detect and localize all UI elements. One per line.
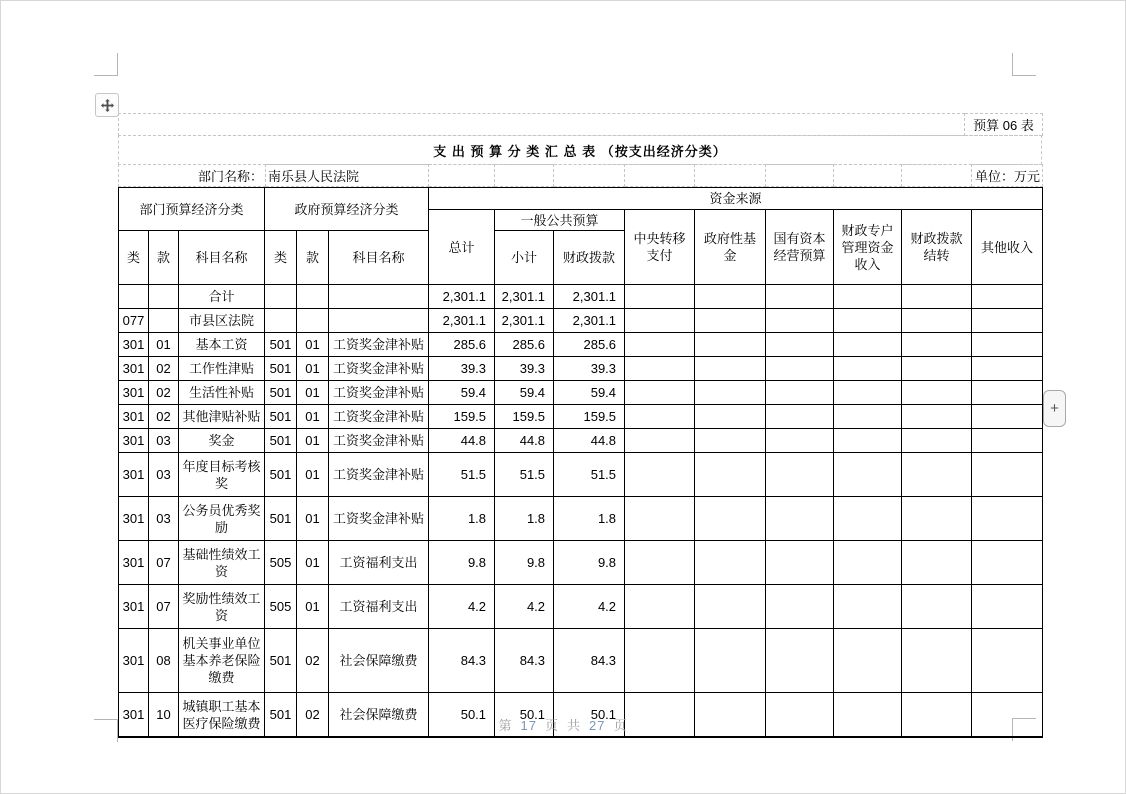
- code-cell: 工资奖金津补贴: [329, 429, 429, 453]
- code-cell: [297, 285, 329, 309]
- code-cell: 301: [119, 693, 149, 738]
- header-gov-group: 政府预算经济分类: [265, 188, 429, 231]
- code-cell: 01: [297, 429, 329, 453]
- code-cell: 基本工资: [179, 333, 265, 357]
- code-cell: 501: [265, 405, 297, 429]
- margin-corner-mark-top-right: [1012, 53, 1036, 76]
- code-cell: 01: [297, 497, 329, 541]
- code-cell: [972, 309, 1043, 333]
- code-cell: 01: [297, 381, 329, 405]
- header-dept-kuan: 款: [149, 231, 179, 285]
- amount-cell: 2,301.1: [429, 309, 495, 333]
- code-cell: 501: [265, 693, 297, 738]
- code-cell: [834, 453, 902, 497]
- header-dept-group: 部门预算经济分类: [119, 188, 265, 231]
- code-cell: [265, 309, 297, 333]
- amount-cell: 1.8: [554, 497, 625, 541]
- code-cell: 301: [119, 541, 149, 585]
- code-cell: 301: [119, 453, 149, 497]
- amount-cell: 1.8: [495, 497, 554, 541]
- amount-cell: 84.3: [554, 629, 625, 693]
- budget-table: [118, 187, 1043, 738]
- header-gov-fund: 政府性基金: [695, 210, 766, 285]
- amount-cell: 9.8: [554, 541, 625, 585]
- amount-cell: 51.5: [495, 453, 554, 497]
- code-cell: [625, 357, 695, 381]
- code-cell: 奖励性绩效工资: [179, 585, 265, 629]
- code-cell: [766, 381, 834, 405]
- empty-cell: [695, 165, 766, 187]
- code-cell: 01: [297, 541, 329, 585]
- amount-cell: 44.8: [495, 429, 554, 453]
- code-cell: [329, 309, 429, 333]
- code-cell: [834, 357, 902, 381]
- code-cell: 02: [149, 405, 179, 429]
- code-cell: [972, 285, 1043, 309]
- code-cell: 奖金: [179, 429, 265, 453]
- code-cell: 01: [297, 405, 329, 429]
- table-row: [119, 285, 1043, 309]
- footer-text: 页: [544, 718, 559, 733]
- amount-cell: 1.8: [429, 497, 495, 541]
- code-cell: 10: [149, 693, 179, 738]
- code-cell: 工资福利支出: [329, 585, 429, 629]
- footer-page-number: 17: [520, 718, 537, 733]
- empty-cell: [429, 165, 495, 187]
- table-row: [119, 381, 1043, 405]
- amount-cell: 84.3: [495, 629, 554, 693]
- code-cell: 301: [119, 585, 149, 629]
- code-cell: [972, 429, 1043, 453]
- amount-cell: 159.5: [429, 405, 495, 429]
- amount-cell: 285.6: [495, 333, 554, 357]
- code-cell: [695, 541, 766, 585]
- amount-cell: 2,301.1: [429, 285, 495, 309]
- code-cell: 生活性补贴: [179, 381, 265, 405]
- page-footer: [1, 715, 1125, 734]
- amount-cell: 50.1: [554, 693, 625, 738]
- table-row: [119, 585, 1043, 629]
- code-cell: 公务员优秀奖励: [179, 497, 265, 541]
- code-cell: 07: [149, 541, 179, 585]
- empty-cell: [834, 165, 902, 187]
- code-cell: 01: [297, 585, 329, 629]
- code-cell: [972, 585, 1043, 629]
- code-cell: [625, 429, 695, 453]
- table-row: [119, 405, 1043, 429]
- code-cell: 03: [149, 497, 179, 541]
- code-cell: 02: [297, 693, 329, 738]
- code-cell: 工资奖金津补贴: [329, 453, 429, 497]
- empty-cell: [495, 165, 554, 187]
- code-cell: 工资奖金津补贴: [329, 357, 429, 381]
- margin-corner-mark-top-left: [94, 53, 118, 76]
- code-cell: 301: [119, 381, 149, 405]
- code-cell: [972, 333, 1043, 357]
- amount-cell: 285.6: [554, 333, 625, 357]
- budget-table-header: [119, 188, 1043, 285]
- amount-cell: 84.3: [429, 629, 495, 693]
- budget-table-body: [119, 285, 1043, 738]
- department-name: 南乐县人民法院: [266, 165, 429, 187]
- code-cell: 03: [149, 429, 179, 453]
- code-cell: 社会保障缴费: [329, 629, 429, 693]
- code-cell: [695, 309, 766, 333]
- unit-label: 单位：万元: [972, 165, 1043, 187]
- code-cell: [695, 453, 766, 497]
- amount-cell: 2,301.1: [495, 309, 554, 333]
- header-carryover: 财政拨款结转: [902, 210, 972, 285]
- form-code: 预算 06 表: [965, 114, 1043, 136]
- header-fiscal-account: 财政专户管理资金收入: [834, 210, 902, 285]
- expand-button[interactable]: [1043, 390, 1066, 427]
- table-row: [119, 497, 1043, 541]
- code-cell: [625, 453, 695, 497]
- code-cell: [766, 285, 834, 309]
- code-cell: 02: [149, 357, 179, 381]
- code-cell: [972, 453, 1043, 497]
- amount-cell: 59.4: [495, 381, 554, 405]
- code-cell: [834, 541, 902, 585]
- code-cell: 工资奖金津补贴: [329, 381, 429, 405]
- code-cell: 02: [149, 381, 179, 405]
- header-dept-lei: 类: [119, 231, 149, 285]
- amount-cell: 9.8: [429, 541, 495, 585]
- code-cell: [625, 381, 695, 405]
- code-cell: [902, 381, 972, 405]
- table-row: [119, 429, 1043, 453]
- code-cell: [902, 629, 972, 693]
- code-cell: 501: [265, 629, 297, 693]
- code-cell: [695, 405, 766, 429]
- code-cell: 基础性绩效工资: [179, 541, 265, 585]
- code-cell: [766, 429, 834, 453]
- code-cell: [297, 309, 329, 333]
- header-fiscal-grant: 财政拨款: [554, 231, 625, 285]
- department-label: 部门名称：: [119, 165, 266, 187]
- code-cell: [695, 429, 766, 453]
- code-cell: [766, 497, 834, 541]
- header-total: 总计: [429, 210, 495, 285]
- form-code-row: [118, 113, 1043, 136]
- code-cell: [119, 285, 149, 309]
- amount-cell: 159.5: [554, 405, 625, 429]
- code-cell: 501: [265, 357, 297, 381]
- code-cell: 工作性津贴: [179, 357, 265, 381]
- amount-cell: 51.5: [429, 453, 495, 497]
- empty-cell: [625, 165, 695, 187]
- amount-cell: 59.4: [429, 381, 495, 405]
- code-cell: [766, 585, 834, 629]
- code-cell: 08: [149, 629, 179, 693]
- code-cell: [834, 309, 902, 333]
- amount-cell: 4.2: [495, 585, 554, 629]
- code-cell: 03: [149, 453, 179, 497]
- table-move-handle[interactable]: [95, 93, 119, 117]
- table-row: [119, 453, 1043, 497]
- amount-cell: 2,301.1: [495, 285, 554, 309]
- amount-cell: 159.5: [495, 405, 554, 429]
- code-cell: 02: [297, 629, 329, 693]
- table-row: [119, 541, 1043, 585]
- code-cell: [972, 357, 1043, 381]
- code-cell: [695, 333, 766, 357]
- table-row: [119, 333, 1043, 357]
- code-cell: 机关事业单位基本养老保险缴费: [179, 629, 265, 693]
- code-cell: 505: [265, 585, 297, 629]
- code-cell: [766, 333, 834, 357]
- code-cell: [766, 629, 834, 693]
- amount-cell: 51.5: [554, 453, 625, 497]
- code-cell: 501: [265, 333, 297, 357]
- amount-cell: 44.8: [429, 429, 495, 453]
- plus-icon: +: [1050, 400, 1059, 417]
- move-icon: [101, 99, 114, 112]
- amount-cell: 2,301.1: [554, 285, 625, 309]
- code-cell: 301: [119, 497, 149, 541]
- empty-cell: [119, 114, 965, 136]
- code-cell: [902, 333, 972, 357]
- code-cell: [625, 309, 695, 333]
- code-cell: 501: [265, 429, 297, 453]
- header-funding-group: 资金来源: [429, 188, 1043, 210]
- code-cell: 301: [119, 333, 149, 357]
- header-general-public: 一般公共预算: [495, 210, 625, 231]
- code-cell: 01: [297, 333, 329, 357]
- code-cell: 工资奖金津补贴: [329, 333, 429, 357]
- code-cell: 077: [119, 309, 149, 333]
- code-cell: [834, 629, 902, 693]
- amount-cell: 4.2: [554, 585, 625, 629]
- table-row: [119, 309, 1043, 333]
- header-central-transfer: 中央转移支付: [625, 210, 695, 285]
- code-cell: [766, 541, 834, 585]
- code-cell: [902, 541, 972, 585]
- code-cell: 501: [265, 381, 297, 405]
- code-cell: [695, 285, 766, 309]
- code-cell: 工资奖金津补贴: [329, 497, 429, 541]
- code-cell: [695, 357, 766, 381]
- code-cell: 社会保障缴费: [329, 693, 429, 738]
- code-cell: [625, 541, 695, 585]
- code-cell: [834, 381, 902, 405]
- code-cell: [902, 497, 972, 541]
- code-cell: 01: [297, 357, 329, 381]
- code-cell: [902, 405, 972, 429]
- amount-cell: 4.2: [429, 585, 495, 629]
- amount-cell: 50.1: [495, 693, 554, 738]
- code-cell: 市县区法院: [179, 309, 265, 333]
- code-cell: [625, 497, 695, 541]
- title-row: [118, 135, 1042, 165]
- code-cell: [902, 585, 972, 629]
- code-cell: [625, 585, 695, 629]
- code-cell: [766, 405, 834, 429]
- code-cell: [265, 285, 297, 309]
- code-cell: [625, 285, 695, 309]
- amount-cell: 9.8: [495, 541, 554, 585]
- amount-cell: 2,301.1: [554, 309, 625, 333]
- amount-cell: 39.3: [429, 357, 495, 381]
- code-cell: [695, 497, 766, 541]
- code-cell: 501: [265, 453, 297, 497]
- code-cell: 工资福利支出: [329, 541, 429, 585]
- code-cell: [695, 629, 766, 693]
- header-gov-kemu: 科目名称: [329, 231, 429, 285]
- code-cell: 301: [119, 405, 149, 429]
- code-cell: [834, 585, 902, 629]
- code-cell: [149, 285, 179, 309]
- code-cell: 07: [149, 585, 179, 629]
- amount-cell: 44.8: [554, 429, 625, 453]
- code-cell: [972, 541, 1043, 585]
- code-cell: 01: [297, 453, 329, 497]
- code-cell: 301: [119, 429, 149, 453]
- code-cell: 合计: [179, 285, 265, 309]
- code-cell: 其他津贴补贴: [179, 405, 265, 429]
- code-cell: [972, 629, 1043, 693]
- header-other-income: 其他收入: [972, 210, 1043, 285]
- code-cell: [902, 429, 972, 453]
- footer-text: 第: [498, 718, 513, 733]
- code-cell: 城镇职工基本医疗保险缴费: [179, 693, 265, 738]
- code-cell: [834, 497, 902, 541]
- table-row: [119, 357, 1043, 381]
- code-cell: 年度目标考核奖: [179, 453, 265, 497]
- code-cell: [902, 309, 972, 333]
- header-state-capital: 国有资本经营预算: [766, 210, 834, 285]
- table-row: [119, 629, 1043, 693]
- code-cell: [972, 497, 1043, 541]
- code-cell: 505: [265, 541, 297, 585]
- code-cell: [972, 405, 1043, 429]
- page-title: 支 出 预 算 分 类 汇 总 表 （按支出经济分类）: [119, 136, 1042, 165]
- code-cell: [834, 405, 902, 429]
- code-cell: [625, 405, 695, 429]
- code-cell: [625, 629, 695, 693]
- footer-text: 页: [613, 718, 628, 733]
- code-cell: 301: [119, 357, 149, 381]
- code-cell: 501: [265, 497, 297, 541]
- code-cell: [625, 333, 695, 357]
- header-gov-lei: 类: [265, 231, 297, 285]
- code-cell: [902, 453, 972, 497]
- meta-row: [118, 164, 1043, 187]
- header-dept-kemu: 科目名称: [179, 231, 265, 285]
- amount-cell: 50.1: [429, 693, 495, 738]
- code-cell: [766, 453, 834, 497]
- footer-text: 共: [567, 718, 582, 733]
- code-cell: 301: [119, 629, 149, 693]
- amount-cell: 59.4: [554, 381, 625, 405]
- code-cell: [834, 333, 902, 357]
- code-cell: [972, 381, 1043, 405]
- amount-cell: 39.3: [495, 357, 554, 381]
- code-cell: [902, 285, 972, 309]
- code-cell: 工资奖金津补贴: [329, 405, 429, 429]
- empty-cell: [902, 165, 972, 187]
- footer-total-pages: 27: [589, 718, 606, 733]
- code-cell: [149, 309, 179, 333]
- empty-cell: [554, 165, 625, 187]
- code-cell: [695, 585, 766, 629]
- code-cell: [766, 357, 834, 381]
- code-cell: [329, 285, 429, 309]
- code-cell: [766, 309, 834, 333]
- code-cell: [834, 429, 902, 453]
- amount-cell: 285.6: [429, 333, 495, 357]
- code-cell: [834, 285, 902, 309]
- code-cell: [902, 357, 972, 381]
- header-gov-kuan: 款: [297, 231, 329, 285]
- empty-cell: [766, 165, 834, 187]
- amount-cell: 39.3: [554, 357, 625, 381]
- code-cell: [695, 381, 766, 405]
- header-subtotal: 小计: [495, 231, 554, 285]
- code-cell: 01: [149, 333, 179, 357]
